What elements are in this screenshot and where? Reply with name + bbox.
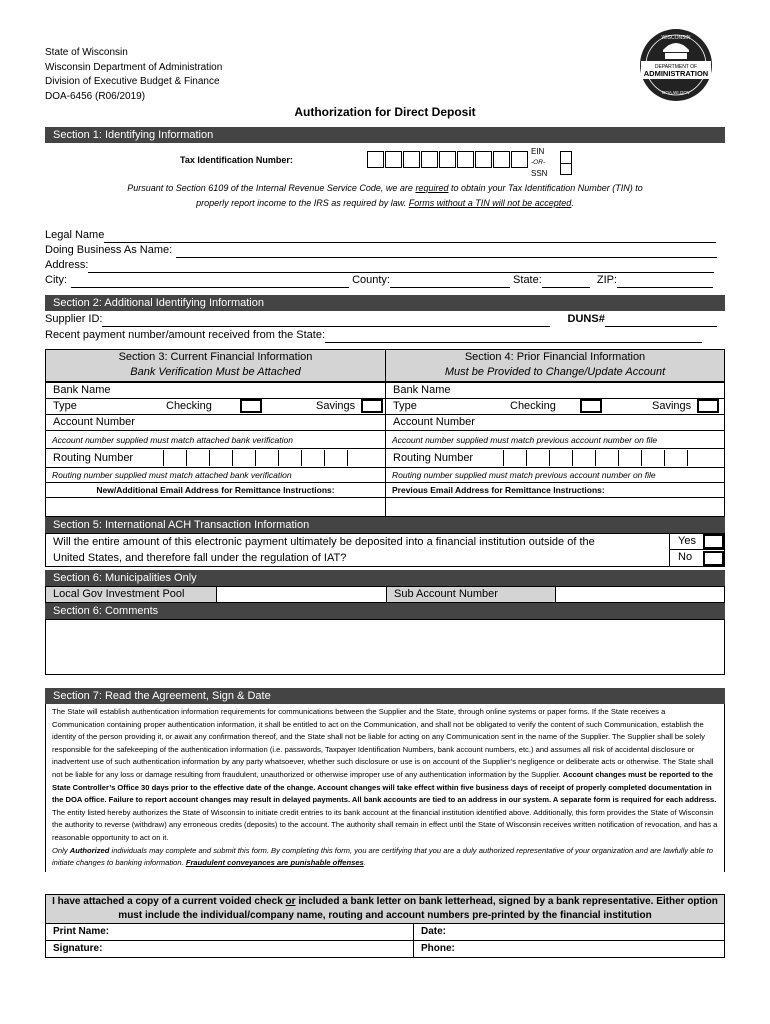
s3-type-label: Type — [53, 400, 77, 412]
legal-name-label: Legal Name — [45, 229, 105, 241]
s4-routing-number-label: Routing Number — [393, 452, 474, 464]
lgip-label: Local Gov Investment Pool — [53, 588, 185, 600]
address-label: Address: — [45, 259, 89, 271]
lgip-label-cell — [45, 586, 217, 603]
sub-account-label-cell — [386, 586, 556, 603]
s4-email-label: Previous Email Address for Remittance Instructions: — [385, 482, 725, 498]
s3-bank-name-field[interactable] — [45, 382, 386, 399]
tin-label: Tax Identification Number: — [180, 155, 293, 165]
s3-routing-number-row[interactable] — [45, 448, 386, 468]
header-line-division: Division of Executive Budget & Finance — [45, 76, 220, 87]
agency-header — [45, 46, 222, 104]
recent-payment-label: Recent payment number/amount received from the State: — [45, 329, 326, 341]
supplier-id-row — [45, 312, 717, 327]
date-field[interactable] — [413, 923, 725, 941]
header-line-form-number: DOA-6456 (R06/2019) — [45, 90, 146, 102]
section4-title: Section 4: Prior Financial Information — [464, 351, 646, 363]
s4-type-label: Type — [393, 400, 417, 412]
county-label: County: — [352, 274, 390, 286]
header-line-department: Wisconsin Department of Administration — [45, 61, 223, 73]
ssn-label: SSN — [531, 169, 548, 178]
s4-savings-label: Savings — [652, 400, 692, 412]
notice-required: required — [415, 183, 449, 193]
sub-account-label: Sub Account Number — [394, 588, 498, 600]
legal-name-row — [45, 228, 716, 243]
state-label: State: — [513, 274, 542, 286]
tin-row — [45, 146, 725, 180]
s3-account-number-label: Account Number — [53, 416, 135, 428]
supplier-id-label: Supplier ID: — [45, 313, 103, 325]
city-field[interactable] — [71, 276, 349, 288]
iat-question — [45, 533, 725, 567]
header-line-state: State of Wisconsin — [45, 47, 128, 58]
supplier-id-field[interactable] — [102, 315, 550, 327]
section6-header: Section 6: Municipalities Only — [45, 570, 725, 586]
s4-checking-checkbox[interactable] — [580, 399, 602, 413]
comments-header: Section 6: Comments — [45, 603, 725, 619]
attachment-notice: I have attached a copy of a current voided check or included a bank letter on bank letterhead, signed by a bank representative. Either option must include the individual/company name, routing and account numbers pre-printed by the financial institution — [45, 894, 725, 924]
section3-subtitle: Bank Verification Must be Attached — [130, 366, 301, 378]
phone-label: Phone: — [421, 943, 455, 954]
ein-ssn-labels — [531, 146, 547, 179]
section3-title: Section 3: Current Financial Information — [118, 351, 313, 363]
s4-bank-name-field[interactable] — [385, 382, 725, 399]
recent-payment-row — [45, 328, 702, 343]
s4-account-number-field[interactable] — [385, 414, 725, 431]
address-field[interactable] — [88, 261, 714, 273]
s3-checking-label: Checking — [166, 400, 212, 412]
sub-account-field[interactable] — [555, 586, 725, 603]
dba-field[interactable] — [176, 246, 717, 258]
comments-field[interactable] — [45, 619, 725, 675]
tin-digit-box[interactable] — [439, 151, 456, 168]
section4-subtitle: Must be Provided to Change/Update Account — [444, 366, 666, 378]
section1-header: Section 1: Identifying Information — [45, 127, 725, 143]
doa-seal-logo — [637, 28, 715, 102]
logo-bottom-text: DOA.WI.GOV — [662, 90, 690, 95]
s4-routing-number-row[interactable] — [385, 448, 725, 468]
agreement-authorization: The entity listed hereby authorizes the State of Wisconsin to initiate credit entries to its bank account at the financial institution identified above. Additionally, this form provides the State of Wisconsin the authority to reverse (withdraw) any erroneous credits (deposits) to the account. The authority shall remain in effect until the State of Wisconsin receives written notification of revocation, and has a reasonable opportunity to act on it. — [52, 807, 718, 842]
zip-label: ZIP: — [596, 274, 618, 286]
authorized-notice: Only Authorized individuals may complete and submit this form. By completing this form, you are certifying that you are a duly authorized representative of your organization and are lawfully able to initiate changes to banking information. Fraudulent conveyances are punishable offenses. — [52, 845, 713, 868]
section4-header — [385, 349, 725, 382]
s4-checking-label: Checking — [510, 400, 556, 412]
logo-top-text: WISCONSIN — [661, 35, 691, 41]
s4-type-row — [385, 398, 725, 415]
county-field[interactable] — [390, 276, 510, 288]
recent-payment-field[interactable] — [325, 331, 702, 343]
iat-yes-checkbox[interactable] — [703, 534, 724, 549]
phone-field[interactable] — [413, 940, 725, 958]
duns-label: DUNS# — [567, 313, 605, 325]
tin-digit-box[interactable] — [421, 151, 438, 168]
signature-field[interactable] — [45, 940, 414, 958]
s3-type-row — [45, 398, 386, 415]
s4-email-field[interactable] — [385, 497, 725, 517]
tin-digit-boxes[interactable] — [367, 151, 529, 168]
iat-no-checkbox[interactable] — [703, 551, 724, 566]
section3-header — [45, 349, 386, 382]
zip-field[interactable] — [617, 276, 713, 288]
s3-routing-number-label: Routing Number — [53, 452, 134, 464]
section5-header: Section 5: International ACH Transaction Information — [45, 517, 725, 533]
notice-text: properly report income to the IRS as required by law. — [196, 198, 409, 208]
print-name-label: Print Name: — [53, 926, 110, 937]
notice-text: Pursuant to Section 6109 of the Internal Revenue Service Code, we are — [127, 183, 416, 193]
tin-digit-box[interactable] — [475, 151, 492, 168]
s4-account-note: Account number supplied must match previous account number on file — [385, 430, 725, 449]
date-label: Date: — [421, 926, 447, 937]
state-field[interactable] — [542, 276, 590, 288]
city-label: City: — [45, 274, 67, 286]
s4-account-number-label: Account Number — [393, 416, 475, 428]
iat-yes-label: Yes — [678, 535, 696, 547]
tin-digit-box[interactable] — [367, 151, 384, 168]
section7-header: Section 7: Read the Agreement, Sign & Date — [45, 688, 725, 704]
s3-email-label: New/Additional Email Address for Remittance Instructions: — [45, 482, 386, 498]
s4-bank-name-label: Bank Name — [393, 384, 451, 396]
iat-no-label: No — [678, 551, 693, 563]
agreement-text — [45, 704, 725, 872]
tin-notice — [45, 181, 725, 211]
tin-digit-box[interactable] — [511, 151, 528, 168]
s3-savings-checkbox[interactable] — [361, 399, 383, 413]
city-row — [45, 273, 713, 288]
s3-checking-checkbox[interactable] — [240, 399, 262, 413]
s4-routing-note: Routing number supplied must match previous account number on file — [385, 467, 725, 483]
ein-ssn-checkbox[interactable] — [560, 151, 572, 175]
or-label: -OR- — [531, 159, 546, 166]
tin-digit-box[interactable] — [403, 151, 420, 168]
notice-no-tin-warning: Forms without a TIN will not be accepted — [408, 198, 572, 208]
notice-text: . — [571, 198, 574, 208]
s3-account-note: Account number supplied must match attached bank verification — [45, 430, 386, 449]
dba-label: Doing Business As Name: — [45, 244, 173, 256]
lgip-field[interactable] — [216, 586, 387, 603]
s3-bank-name-label: Bank Name — [53, 384, 111, 396]
s3-email-field[interactable] — [45, 497, 386, 517]
s4-savings-checkbox[interactable] — [697, 399, 719, 413]
print-name-field[interactable] — [45, 923, 414, 941]
s3-account-number-field[interactable] — [45, 414, 386, 431]
legal-name-field[interactable] — [104, 231, 716, 243]
fraud-warning: Fraudulent conveyances are punishable offenses — [185, 858, 364, 868]
logo-name-text: ADMINISTRATION — [643, 69, 709, 78]
iat-question-line2: United States, and therefore fall under the regulation of IAT? — [53, 552, 347, 564]
signature-label: Signature: — [53, 943, 103, 954]
s3-savings-label: Savings — [316, 400, 356, 412]
tin-digit-box[interactable] — [493, 151, 510, 168]
agreement-paragraph: The State will establish authentication information requirements for communications between the Supplier and the State, through online systems or paper forms. If the State receives a Communication containing proper authentication information, it shall be entitled to act on the Communication, and shall not be obligated to verify the content of such Communication, establish the identity of the person providing it, or await any confirmation thereof, and the State shall not be liable for acting on any Communication sent in the name of the Supplier. The Supplier shall be solely responsible for the safekeeping of the authentication information (i.e. passwords, Taxpayer Identification Numbers, bank account numbers, etc.) and assumes all risk of accidental disclosure or inadvertent use of such authentication information by any party whatsoever, whether such disclosure or use is on account of the Supplier’s negligence or deliberate acts or otherwise. The State shall not be liable for any loss or damage resulting from fraudulent, unauthorized or otherwise improper use of any authentication information by the Supplier. — [52, 707, 714, 779]
tin-digit-box[interactable] — [457, 151, 474, 168]
address-row — [45, 258, 714, 273]
iat-question-line1: Will the entire amount of this electronic payment ultimately be deposited into a financial institution outside of the — [53, 536, 595, 548]
duns-field[interactable] — [605, 315, 717, 327]
s3-routing-note: Routing number supplied must match attached bank verification — [45, 467, 386, 483]
logo-dept-text: DEPARTMENT OF — [654, 64, 698, 70]
form-title: Authorization for Direct Deposit — [294, 105, 476, 119]
notice-text: to obtain your Tax Identification Number (TIN) to — [448, 183, 643, 193]
section2-header: Section 2: Additional Identifying Information — [45, 295, 725, 311]
tin-digit-box[interactable] — [385, 151, 402, 168]
agreement-account-changes: Account changes must be reported to the State Controller’s Office 30 days prior to the effective date of the change. Account changes will take effect within five business days of receipt of properly completed documentation in the DOA office. Failure to report account changes may result in delayed payments. All bank accounts are tied to an address in our system. A separate form is required for each address. — [52, 769, 717, 805]
dba-row — [45, 243, 717, 258]
ein-label: EIN — [531, 147, 545, 156]
